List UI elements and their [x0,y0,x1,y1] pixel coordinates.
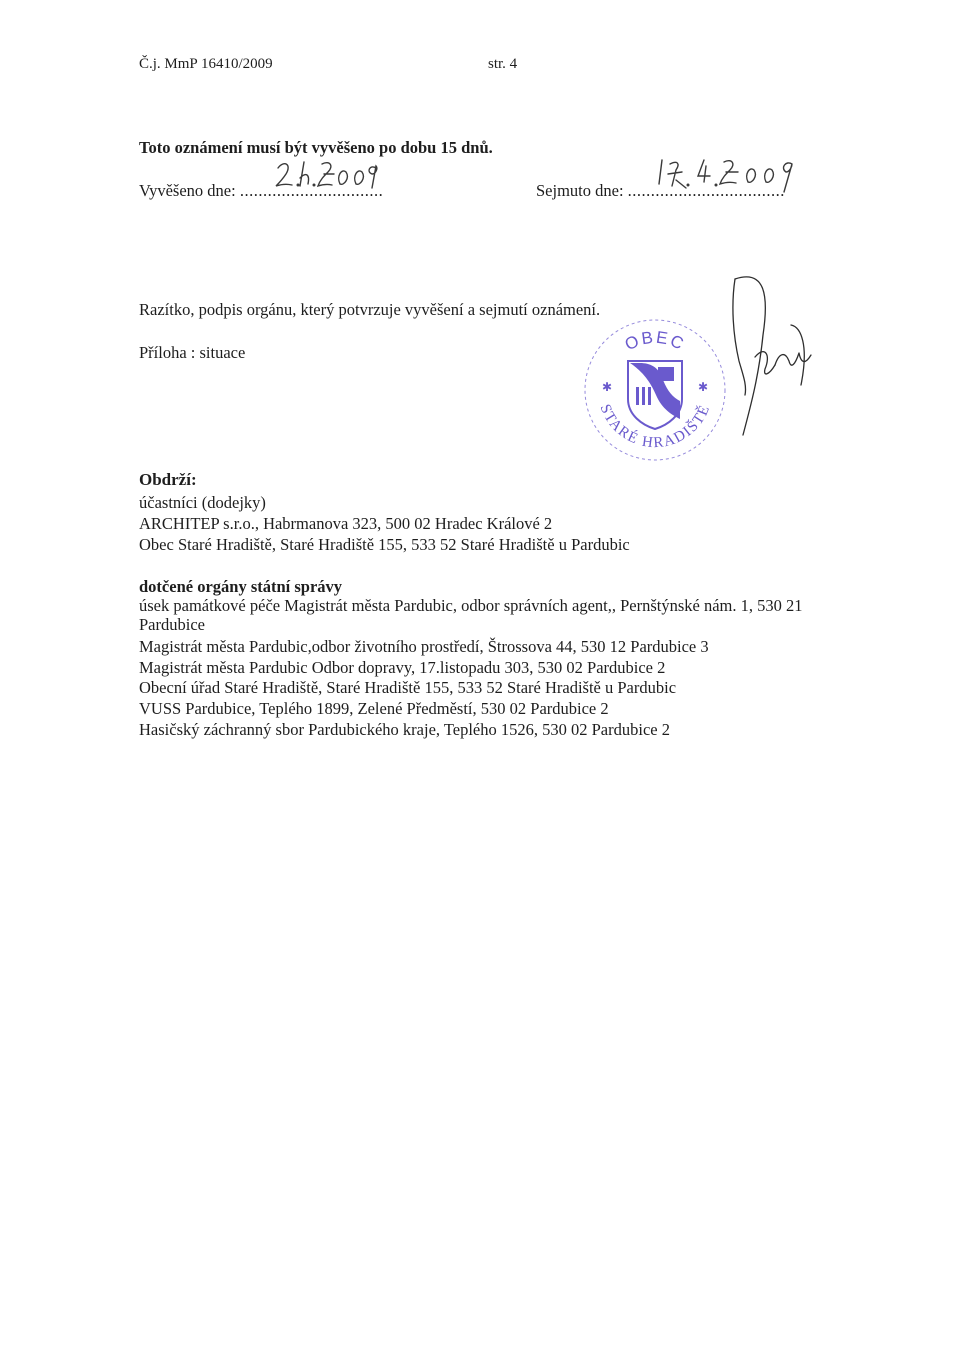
authority-item: Pardubice [139,615,205,634]
authority-item: VUSS Pardubice, Teplého 1899, Zelené Předměstí, 530 02 Pardubice 2 [139,699,609,718]
authority-item: Hasičský záchranný sbor Pardubického kraje, Teplého 1526, 530 02 Pardubice 2 [139,720,670,739]
removed-dots: .................................. [627,181,785,200]
handwritten-signature [705,265,825,440]
page-number: str. 4 [488,56,518,72]
authorities-heading: dotčené orgány státní správy [139,577,343,596]
recipients-heading: Obdrží: [139,470,197,489]
participant-item: ARCHITEP s.r.o., Habrmanova 323, 500 02 Hradec Králové 2 [139,514,553,533]
posted-row [139,181,383,201]
authority-item: Magistrát města Pardubic Odbor dopravy, 17.listopadu 303, 530 02 Pardubice 2 [139,658,666,677]
stamp-bottom-text: STARÉ HRADIŠTĚ [596,402,714,452]
posted-dots: ............................... [239,181,384,200]
stamp-instruction: Razítko, podpis orgánu, který potvrzuje vyvěšení a sejmutí oznámení. [139,300,601,319]
stamp-top-text: OBEC [621,327,689,355]
stamp-star-left: ✱ [602,380,613,394]
stamp-star-right: ✱ [698,380,709,394]
coat-of-arms-icon [628,361,682,429]
removed-label: Sejmuto dne: [536,181,624,200]
posted-label: Vyvěšeno dne: [139,181,236,200]
removed-row [536,181,785,201]
participants-label: účastníci (dodejky) [139,493,266,512]
authority-item: Obecní úřad Staré Hradiště, Staré Hradiště 155, 533 52 Staré Hradiště u Pardubic [139,678,677,697]
notice-title: Toto oznámení musí být vyvěšeno po dobu 15 dnů. [139,138,493,157]
attachment-line: Příloha : situace [139,343,246,362]
authority-item: úsek památkové péče Magistrát města Pardubic, odbor správních agent,, Pernštýnské nám. 1, 530 21 [139,596,803,615]
document-reference: Č.j. MmP 16410/2009 [139,56,273,72]
authority-item: Magistrát města Pardubic,odbor životního prostředí, Štrossova 44, 530 12 Pardubice 3 [139,637,709,656]
participant-item: Obec Staré Hradiště, Staré Hradiště 155, 533 52 Staré Hradiště u Pardubic [139,535,630,554]
svg-text:OBEC [622,328,688,355]
